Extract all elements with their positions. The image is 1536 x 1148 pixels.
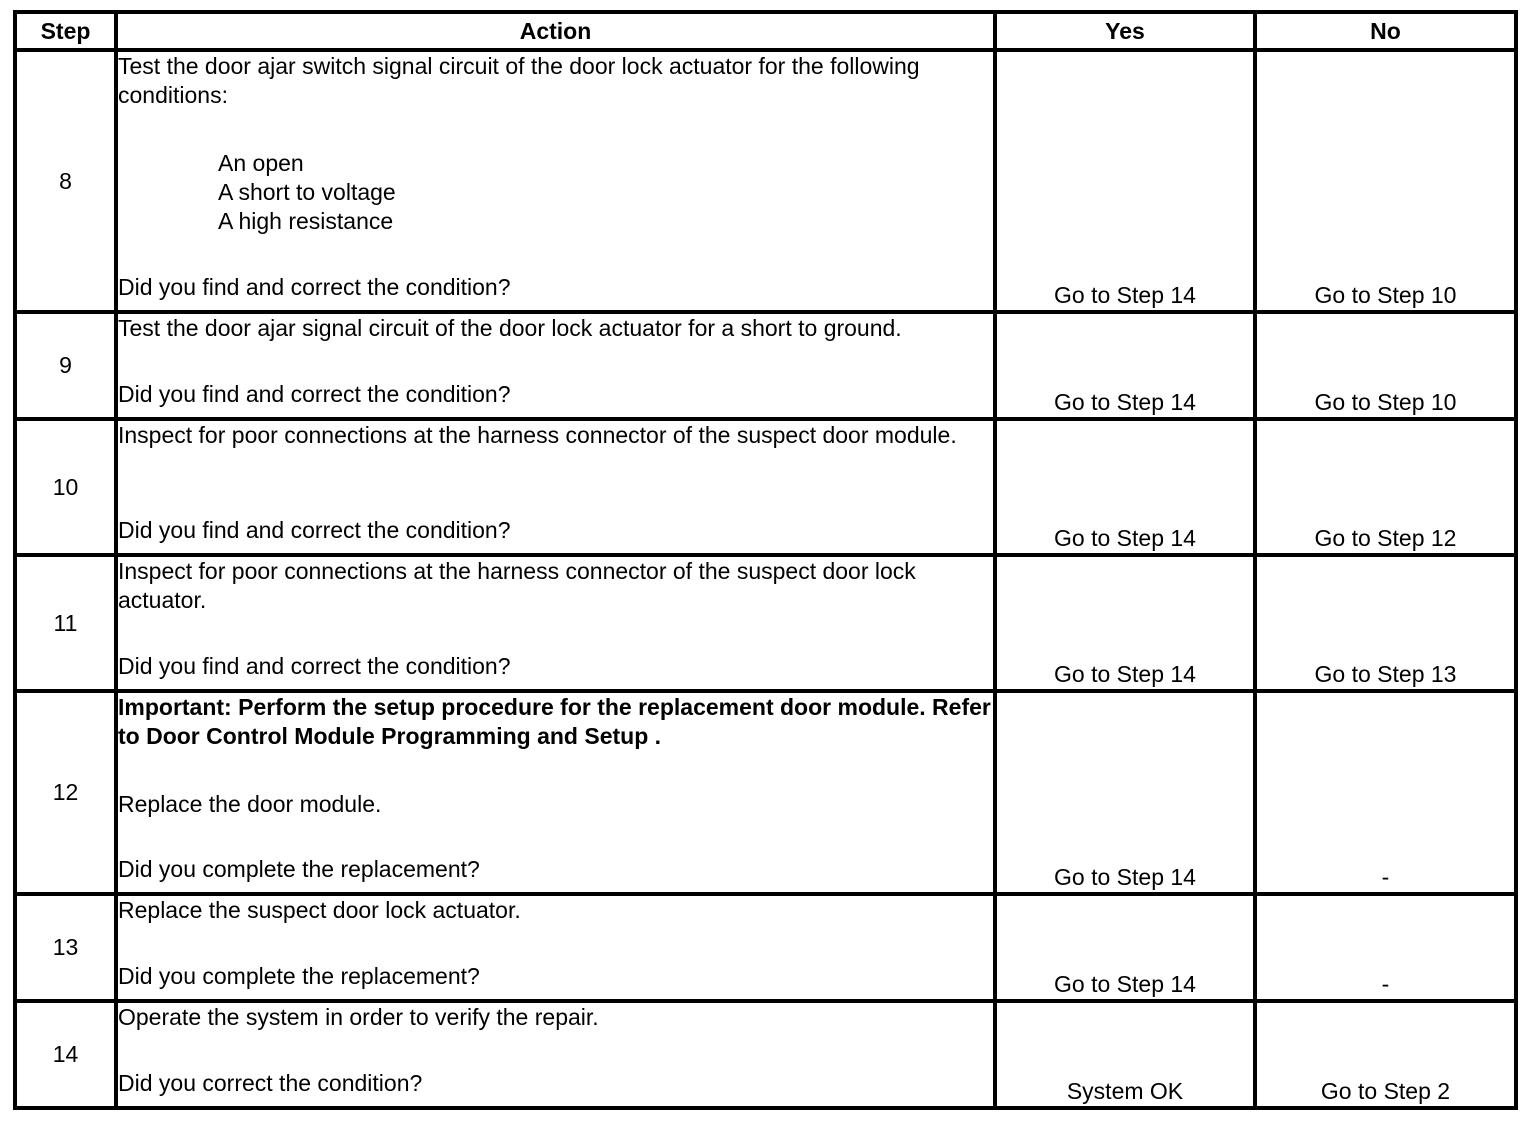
table-row [15,50,1516,312]
yes-result: Go to Step 14 [995,555,1255,691]
table-row [15,894,1516,1001]
no-result: Go to Step 12 [1255,419,1516,555]
action-cell [116,894,995,1001]
table-row [15,419,1516,555]
action-text: Replace the door module. [118,791,382,817]
action-text: Operate the system in order to verify the repair. [118,1004,599,1030]
table-row [15,555,1516,691]
table-row [15,1001,1516,1108]
action-question: Did you find and correct the condition? [118,381,511,407]
step-number: 13 [15,894,116,1001]
important-note: Important: Perform the setup procedure for the replacement door module. Refer to Door Control Module Programming and Setup . [118,694,991,749]
condition-item: A short to voltage [218,179,396,205]
table-row [15,312,1516,419]
step-number: 10 [15,419,116,555]
action-text: Test the door ajar signal circuit of the door lock actuator for a short to ground. [118,315,902,341]
header-action: Action [116,12,995,50]
step-number: 14 [15,1001,116,1108]
action-cell [116,691,995,894]
table-row [15,691,1516,894]
header-step: Step [15,12,116,50]
action-cell [116,555,995,691]
action-cell [116,419,995,555]
yes-result: Go to Step 14 [995,691,1255,894]
header-row [15,12,1516,50]
no-result: - [1255,894,1516,1001]
no-result: Go to Step 10 [1255,312,1516,419]
step-number: 9 [15,312,116,419]
action-cell [116,50,995,312]
action-question: Did you complete the replacement? [118,963,480,989]
action-text: Replace the suspect door lock actuator. [118,897,521,923]
step-number: 8 [15,50,116,312]
action-cell [116,1001,995,1108]
action-text: Inspect for poor connections at the harness connector of the suspect door lock actuator. [118,558,916,613]
header-no: No [1255,12,1516,50]
action-question: Did you correct the condition? [118,1070,423,1096]
yes-result: System OK [995,1001,1255,1108]
yes-result: Go to Step 14 [995,419,1255,555]
yes-result: Go to Step 14 [995,894,1255,1001]
step-number: 12 [15,691,116,894]
action-cell [116,312,995,419]
yes-result: Go to Step 14 [995,312,1255,419]
step-number: 11 [15,555,116,691]
action-text: Test the door ajar switch signal circuit of the door lock actuator for the following conditions: [118,53,920,108]
action-question: Did you find and correct the condition? [118,653,511,679]
no-result: Go to Step 10 [1255,50,1516,312]
no-result: - [1255,691,1516,894]
action-question: Did you find and correct the condition? [118,517,511,543]
diagnostic-table [13,10,1518,1110]
no-result: Go to Step 2 [1255,1001,1516,1108]
yes-result: Go to Step 14 [995,50,1255,312]
condition-item: An open [218,150,304,176]
action-text: Inspect for poor connections at the harness connector of the suspect door module. [118,422,957,448]
action-question: Did you find and correct the condition? [118,274,511,300]
condition-item: A high resistance [218,208,394,234]
no-result: Go to Step 13 [1255,555,1516,691]
header-yes: Yes [995,12,1255,50]
action-question: Did you complete the replacement? [118,856,480,882]
